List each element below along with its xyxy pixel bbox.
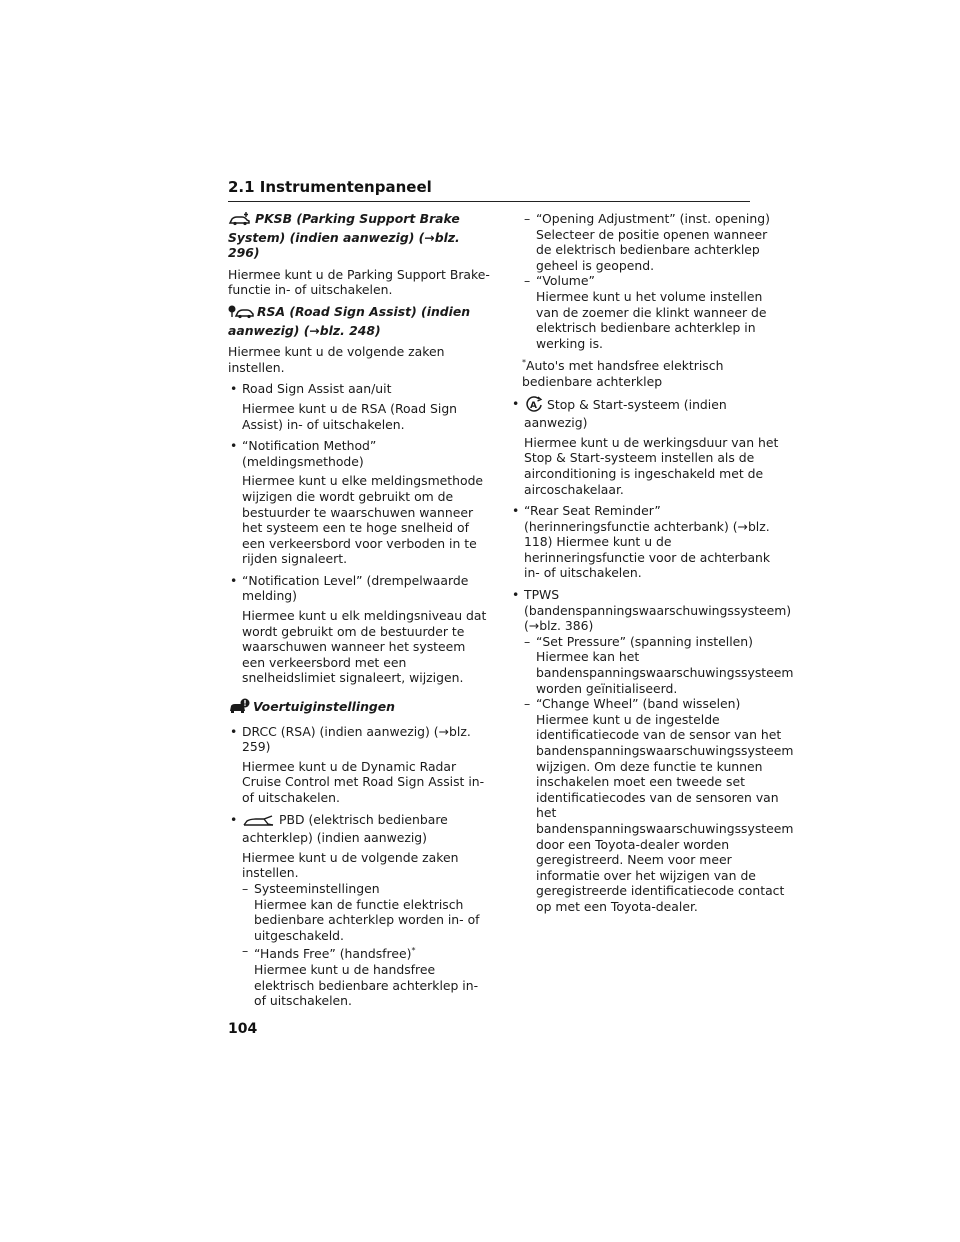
bullet-notification-method: • “Notification Method” (meldingsmethode) [228, 438, 490, 469]
svg-text:A: • A [530, 400, 537, 411]
vehicle-settings-icon [228, 698, 250, 718]
pksb-heading-text: PKSB (Parking Support Brake System) (indien aanwezig) (→blz. 296) [228, 211, 460, 261]
right-column [510, 211, 794, 915]
vehicle-settings-heading-text: Voertuiginstellingen [253, 699, 396, 715]
bullet-drcc: • DRCC (RSA) (indien aanwezig) (→blz. 259) [228, 724, 490, 755]
dash-hands-free: – “Hands Free” (handsfree)* Hiermee kunt u de handsfree elektrisch bedienbare achterklep in- of uitschakelen. [228, 943, 490, 1008]
bullet-tpws: • TPWS (bandenspanningswaarschuwingssysteem) (→blz. 386) [510, 587, 785, 634]
dash-hands-free-text: Hiermee kunt u de handsfree elektrisch bedienbare achterklep in- of uitschakelen. [254, 961, 479, 1009]
dash-system-settings-title: Systeeminstellingen [254, 880, 380, 896]
dash-system-settings-text: Hiermee kan de functie elektrisch bedienbare achterklep worden in- of uitgeschakeld. [254, 896, 480, 943]
dash-opening-adjustment: – “Opening Adjustment” (inst. opening) Selecteer de positie openen wanneer de elektrisch bedienbare achterklep geheel is geopend. [510, 211, 785, 273]
bullet-pbd [228, 812, 490, 846]
stop-start-icon [524, 396, 544, 416]
dash-volume-title: “Volume” [536, 273, 595, 289]
bullet-notification-level-text: Hiermee kunt u elk meldingsniveau dat wordt gebruikt om de bestuurder te waarschuwen wanneer het systeem een verkeersbord met een snelheidslimiet signaleert, wijzigen. [242, 608, 487, 686]
bullet-notification-level: • “Notification Level” (drempelwaarde melding) [228, 573, 490, 604]
dash-hands-free-title: “Hands Free” (handsfree) [254, 946, 412, 962]
rsa-heading [228, 304, 490, 338]
pksb-text: Hiermee kunt u de Parking Support Brake-functie in- of uitschakelen. [228, 266, 490, 298]
dash-set-pressure: – “Set Pressure” (spanning instellen) Hiermee kan het bandenspanningswaarschuwingssysteem worden geïnitialiseerd. [524, 633, 794, 696]
dash-opening-adjustment-text: Selecteer de positie openen wanneer de elektrisch bedienbare achterklep geheel is geopend. [536, 226, 768, 273]
dash-change-wheel-text: Hiermee kunt u de ingestelde identificatiecode van de sensor van het bandenspanningswaarschuwingssysteem wijzigen. Om deze functie te kunnen inschakelen moet een tweede set identificatiecodes van de sensoren van het bandenspanningswaarschuwingssysteem door een Toyota-dealer worden geregistreerd. Neem voor meer informatie over het wijzigen van de geregistreerde identificatiecode contact op met een Toyota-dealer. [536, 711, 794, 914]
rsa-text: Hiermee kunt u de volgende zaken instellen. [228, 344, 445, 375]
dash-volume-text: Hiermee kunt u het volume instellen van de zoemer die klinkt wanneer de elektrisch bedienbare achterklep in werking is. [536, 288, 767, 351]
parking-support-brake-icon [228, 212, 252, 230]
bullet-stop-start-title: Stop & Start-systeem (indien aanwezig) [524, 396, 727, 431]
dash-set-pressure-text: Hiermee kan het bandenspanningswaarschuwingssysteem worden geïnitialiseerd. [536, 649, 794, 696]
bullet-rear-seat-reminder: • “Rear Seat Reminder” (herinneringsfunctie achterbank) (→blz. 118) Hiermee kunt u de herinneringsfunctie voor de achterbank in- of uitschakelen. [510, 503, 785, 581]
bullet-rsa-onoff: • Road Sign Assist aan/uit [228, 381, 490, 397]
power-back-door-icon [242, 815, 276, 831]
bullet-stop-start-text: Hiermee kunt u de werkingsduur van het Stop & Start-systeem instellen als de airconditioning is ingeschakeld met de aircoschakelaar. [524, 434, 779, 497]
bullet-notification-method-text: Hiermee kunt u elke meldingsmethode wijzigen die wordt gebruikt om de bestuurder te waarschuwen wanneer het systeem een te hoge snelheid of een verkeersbord voor verboden in te rijden signaleert. [242, 473, 484, 567]
section-header: 2.1 Instrumentenpaneel [228, 178, 750, 202]
bullet-pbd-text: Hiermee kunt u de volgende zaken instellen. [242, 849, 459, 881]
footnote-text: Auto's met handsfree elektrisch bedienbare achterklep [522, 358, 724, 389]
road-sign-assist-icon [228, 305, 254, 323]
bullet-drcc-text: Hiermee kunt u de Dynamic Radar Cruise Control met Road Sign Assist in- of uitschakelen. [242, 758, 485, 805]
dash-system-settings: – Systeeminstellingen Hiermee kan de functie elektrisch bedienbare achterklep worden in- of uitgeschakeld. [228, 881, 490, 943]
footnote [510, 355, 785, 389]
footnote-marker: * [411, 946, 416, 956]
dash-change-wheel: – “Change Wheel” (band wisselen) Hiermee kunt u de ingestelde identificatiecode van de sensor van het bandenspanningswaarschuwingssysteem wijzigen. Om deze functie te kunnen inschakelen moet een tweede set identificatiecodes van de sensoren van het bandenspanningswaarschuwingssysteem door een Toyota-dealer worden geregistreerd. Neem voor meer informatie over het wijzigen van de geregistreerde identificatiecode contact op met een Toyota-dealer. [524, 696, 794, 914]
bullet-rsa-onoff-text: Hiermee kunt u de RSA (Road Sign Assist) in- of uitschakelen. [242, 400, 458, 432]
bullet-stop-start [510, 396, 785, 431]
dash-set-pressure-title: “Set Pressure” (spanning instellen) [536, 633, 753, 649]
rsa-heading-text: RSA (Road Sign Assist) (indien aanwezig) (→blz. 248) [228, 303, 471, 338]
vehicle-settings-heading [228, 698, 490, 718]
left-column [228, 211, 490, 1009]
pksb-heading [228, 211, 490, 261]
page-number: 104 [228, 1021, 258, 1037]
footnote-marker-right: * [522, 358, 526, 368]
dash-volume: – “Volume” Hiermee kunt u het volume instellen van de zoemer die klinkt wanneer de elektrisch bedienbare achterklep in werking is. [510, 273, 785, 351]
bullet-pbd-title: PBD (elektrisch bedienbare achterklep) (indien aanwezig) [242, 811, 448, 846]
dash-opening-adjustment-title: “Opening Adjustment” (inst. opening) [536, 211, 770, 226]
dash-change-wheel-title: “Change Wheel” (band wisselen) [536, 696, 741, 712]
